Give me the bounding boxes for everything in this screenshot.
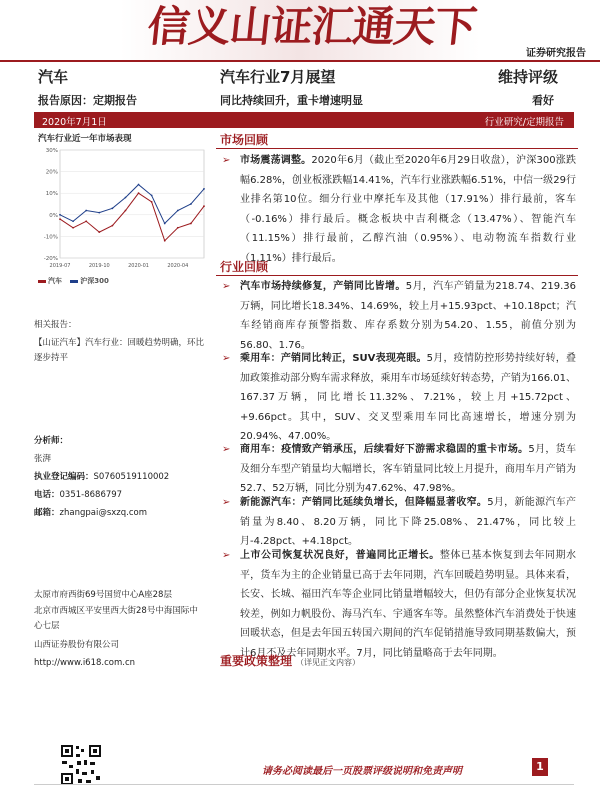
- chart-point: [164, 240, 166, 242]
- sector-label: 汽车: [38, 68, 69, 86]
- chart-x-tick-label: 2020-01: [128, 263, 149, 269]
- market-performance-chart: [38, 146, 208, 274]
- chart-y-tick-label: 10%: [45, 191, 58, 198]
- paragraph-passenger: [222, 349, 576, 447]
- chart-point: [164, 223, 166, 225]
- chart-point: [98, 231, 100, 233]
- legend-item-auto: [38, 277, 62, 285]
- address-beijing: 北京市西城区平安里西大街28号中海国际中心七层: [34, 606, 198, 631]
- analyst-label: 分析师：: [34, 436, 69, 446]
- chart-point: [85, 220, 87, 222]
- paragraph-listed-body: 整体已基本恢复到去年同期水平，货车为主的企业销量已高于去年同期，汽车回暖趋势明显。具体来看，长安、长城、福田汽车等企业同比销量增幅较大，但仍有部分企业恢复状况较差，例如力帆股份、海马汽车、宇通客车等。虽然整体汽车消费处于快速回暖状态，但是去年国五转国六期间的汽车促销措施导致同期基数偏大，预计6月不及去年同期水平。7月，同比销量略高于去年同期。: [240, 550, 577, 659]
- paragraph-commercial-body: 5月，货车及细分车型产销量均大幅增长，客车销量同比较上月提升，商用车月产销为52.7、52万辆，同比分别为47.62%、47.98%。: [240, 444, 576, 494]
- chart-x-tick-label: 2019-10: [88, 263, 110, 269]
- report-subtitle: 同比持续回升，重卡增速明显: [220, 94, 363, 107]
- chart-point: [190, 203, 192, 205]
- policy-title: 重要政策整理: [220, 654, 293, 668]
- paragraph-recovery-body: 5月，汽车产销量为218.74、219.36万辆，同比增长18.34%、14.69%，较上月+15.93pct、+10.18pct；汽车经销商库存预警指数、库存系数分别为54.20、1.55，前值分别为56.80、1.76。: [240, 281, 577, 351]
- date-bar: [34, 112, 574, 128]
- company-name: 山西证券股份有限公司: [34, 640, 120, 650]
- chart-y-tick-label: -10%: [43, 234, 58, 241]
- chart-point: [111, 207, 113, 209]
- chart-point: [203, 205, 205, 207]
- legend-item-index: [70, 277, 109, 285]
- chart-x-tick-label: 2020-04: [167, 263, 189, 269]
- license-label: 执业登记编码：: [34, 472, 94, 482]
- chart-point: [190, 223, 192, 225]
- paragraph-market-recovery: [222, 277, 577, 355]
- chart-point: [72, 227, 74, 229]
- bullet-arrow-icon: ➢: [222, 353, 231, 364]
- bullet-arrow-icon: ➢: [222, 497, 231, 508]
- report-date: 2020年7月1日: [42, 117, 107, 128]
- paragraph-commercial: [222, 440, 576, 499]
- chart-point: [138, 184, 140, 186]
- license-value: S0760519110002: [93, 472, 170, 482]
- legend-label-auto: 汽车: [48, 277, 62, 285]
- header-row-2: [0, 92, 600, 110]
- section-rule-industry: [216, 275, 578, 276]
- paragraph-new-energy-body: 5月，新能源汽车产销量为8.40、8.20万辆，同比下降25.08%、21.47%，同比较上月-4.28pct、+4.18pct。: [240, 497, 576, 547]
- related-label: 相关报告：: [34, 320, 77, 330]
- report-banner: [0, 0, 600, 62]
- banner-slogan: 信义山证汇通天下: [145, 2, 479, 51]
- chart-y-tick-label: 30%: [45, 148, 58, 154]
- legend-label-index: 沪深300: [80, 277, 109, 285]
- email-value[interactable]: zhangpai@sxzq.com: [59, 508, 147, 518]
- rating-value: 看好: [532, 94, 554, 107]
- phone-value: 0351-8686797: [59, 490, 123, 500]
- chart-point: [138, 192, 140, 194]
- bullet-arrow-icon: ➢: [222, 550, 231, 561]
- chart-point: [151, 194, 153, 196]
- chart-point: [59, 214, 61, 216]
- banner-subtitle: 证券研究报告: [526, 48, 586, 59]
- chart-legend: [38, 276, 208, 286]
- chart-point: [59, 218, 61, 220]
- report-title: 汽车行业7月展望: [220, 68, 336, 86]
- chart-point: [151, 201, 153, 203]
- chart-point: [125, 197, 127, 199]
- chart-point: [98, 212, 100, 214]
- address-taiyuan: 太原市府西街69号国贸中心A座28层: [34, 590, 172, 600]
- chart-point: [177, 210, 179, 212]
- paragraph-new-energy: [222, 493, 576, 552]
- page-number: 1: [532, 758, 548, 776]
- paragraph-passenger-lead: 乘用车：产销同比转正，SUV表现亮眼。: [240, 353, 427, 364]
- footer-disclaimer: 请务必阅读最后一页股票评级说明和免责声明: [262, 766, 462, 777]
- paragraph-market-body: 2020年6月（截止至2020年6月29日收盘），沪深300涨跌幅6.28%，创业板涨跌幅14.41%，汽车行业涨跌幅6.51%，中信一级29行业排名第10位。细分行业中摩托车及其他（17.91%）排行最前，客车（-0.16%）排行最后。概念板块中吉利概念（13.47%）、智能汽车（11.15%）排行最前，乙醇汽油（0.95%）、电动物流车指数行业（1.11%）排行最后。: [240, 155, 576, 264]
- chart-point: [125, 210, 127, 212]
- paragraph-new-energy-lead: 新能源汽车：产销同比延续负增长，但降幅显著收窄。: [240, 497, 488, 508]
- paragraph-commercial-lead: 商用车：疫情致产销承压，后续看好下游需求稳固的重卡市场。: [240, 444, 529, 455]
- section-title-market: 市场回顾: [220, 133, 269, 147]
- chart-y-tick-label: 20%: [45, 169, 58, 176]
- report-category: 行业研究/定期报告: [484, 117, 564, 128]
- paragraph-market-lead: 市场震荡调整。: [240, 155, 312, 166]
- chart-title: 汽车行业近一年市场表现: [38, 134, 132, 144]
- bullet-arrow-icon: ➢: [222, 444, 231, 455]
- section-title-industry: 行业回顾: [220, 260, 269, 274]
- chart-point: [111, 225, 113, 227]
- section-title-policy: [220, 652, 360, 669]
- chart-y-tick-label: 0%: [49, 212, 58, 219]
- chart-plot-area: [60, 150, 204, 258]
- section-rule-market: [216, 148, 578, 149]
- paragraph-recovery-lead: 汽车市场持续修复，产销同比皆增。: [240, 281, 406, 292]
- email-label: 邮箱：: [34, 508, 60, 518]
- chart-y-tick-label: -20%: [43, 256, 58, 262]
- company-website[interactable]: http://www.i618.com.cn: [34, 658, 136, 668]
- chart-point: [72, 220, 74, 222]
- phone-row: [34, 488, 122, 503]
- sidebar: [34, 130, 210, 770]
- phone-label: 电话：: [34, 490, 60, 500]
- footer-rule: [34, 784, 574, 785]
- chart-point: [203, 188, 205, 190]
- chart-point: [177, 227, 179, 229]
- chart-point: [85, 210, 87, 212]
- rating-label: 维持评级: [498, 68, 559, 86]
- qr-code-icon: [60, 744, 102, 786]
- email-row: [34, 506, 147, 521]
- paragraph-passenger-body: 5月，疫情防控形势持续好转，叠加政策推动部分购车需求释放，乘用车市场延续好转态势，产销为166.01、167.37万辆，同比增长11.32%、7.21%，较上月+15.72pct、+9.66pct。其中，SUV、交叉型乘用车同比高速增长，增速分别为20.94%、47.00%。: [240, 353, 576, 442]
- bullet-arrow-icon: ➢: [222, 281, 231, 292]
- paragraph-listed-lead: 上市公司恢复状况良好，普遍同比正增长。: [240, 550, 440, 561]
- analyst-name: 张湃: [34, 454, 52, 464]
- chart-x-tick-label: 2019-07: [49, 263, 71, 269]
- report-reason: 报告原因：定期报告: [38, 94, 137, 107]
- license-row: [34, 470, 169, 485]
- header-row-1: [0, 66, 600, 90]
- policy-note: （详见正文内容）: [296, 658, 361, 667]
- banner-rule: [0, 60, 600, 62]
- bullet-arrow-icon: ➢: [222, 155, 231, 166]
- related-report[interactable]: 【山证汽车】汽车行业：回暖趋势明确，环比逐步持平: [34, 338, 205, 363]
